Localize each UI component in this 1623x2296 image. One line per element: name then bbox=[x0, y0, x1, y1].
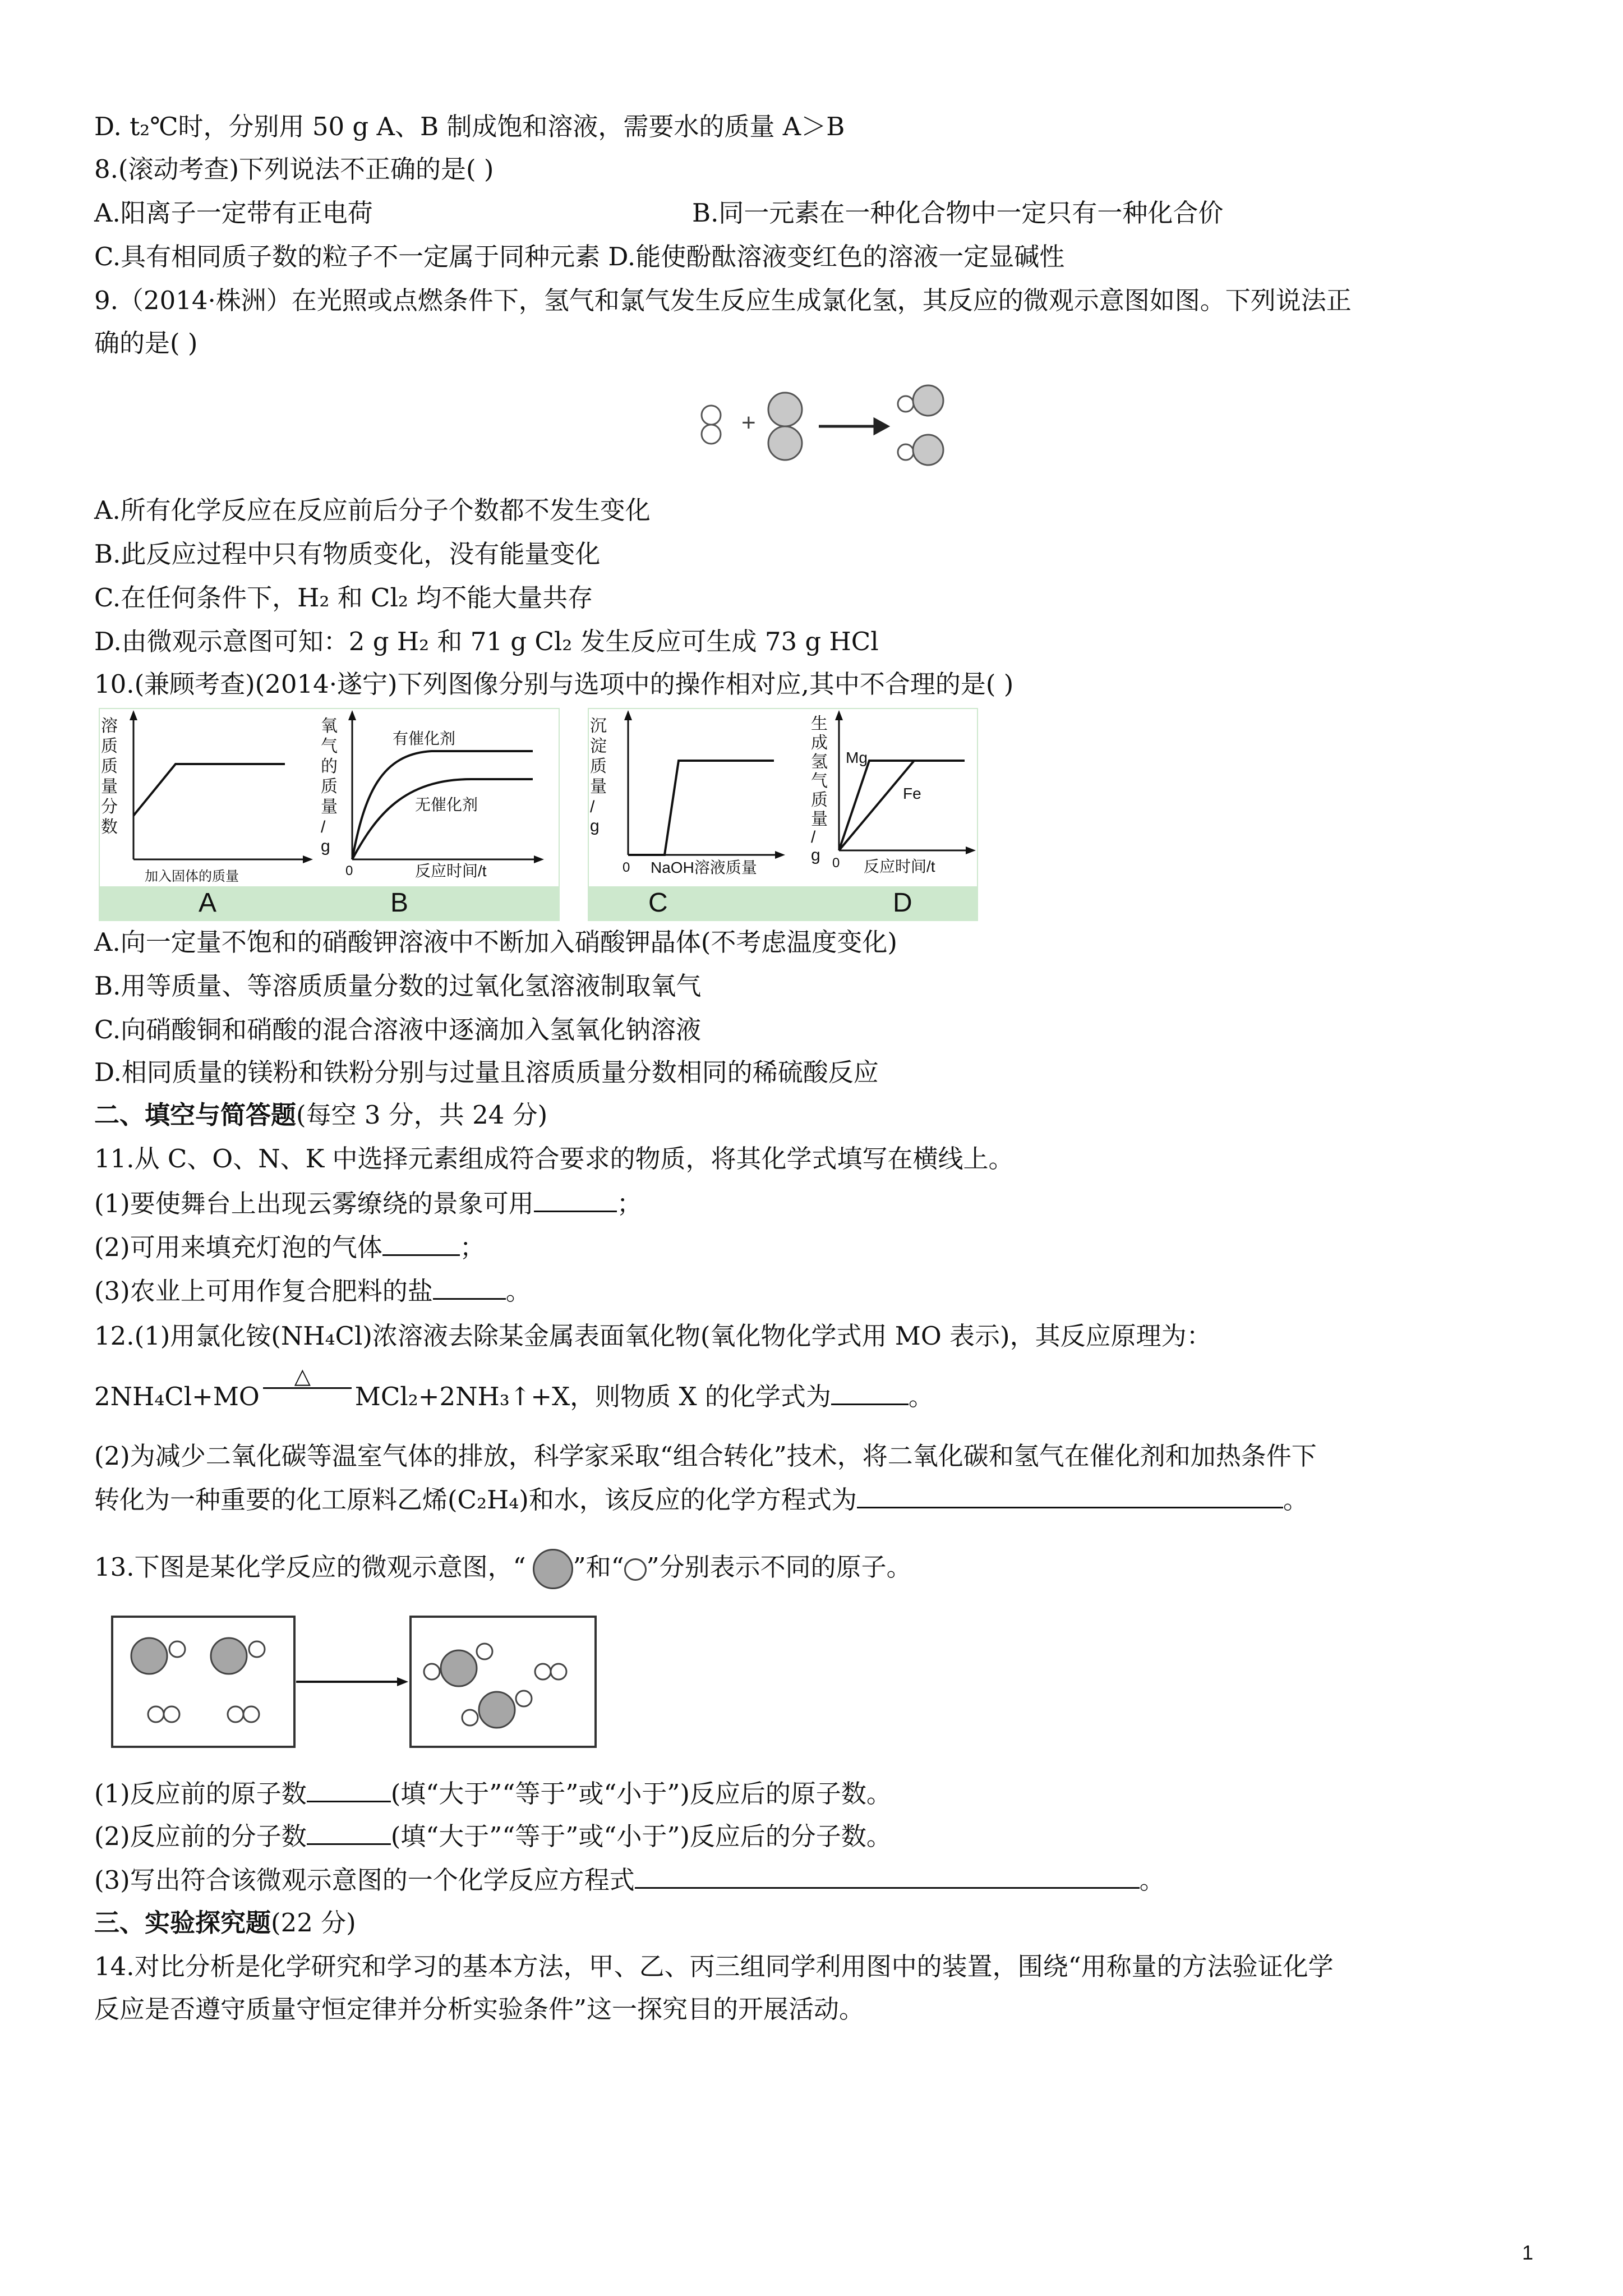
q13-part2-tail: (填“大于”“等于”或“小于”)反应后的分子数。 bbox=[390, 1821, 892, 1851]
q12-line1: 12.(1)用氯化铵(NH₄Cl)浓溶液去除某金属表面氧化物(氧化物化学式用 MO 表示)，其反应原理为： bbox=[94, 1321, 1212, 1351]
chart-b-series-nocatalyst bbox=[352, 779, 533, 859]
chart-a-ylabel: 溶质质量分数 bbox=[101, 717, 118, 836]
q10-option-b: B.用等质量、等溶质质量分数的过氧化氢溶液制取氧气 bbox=[94, 971, 702, 1001]
section-2-heading bbox=[94, 1098, 547, 1132]
chart-c-origin: 0 bbox=[623, 860, 630, 875]
q9-option-c: C.在任何条件下，H₂ 和 Cl₂ 均不能大量共存 bbox=[94, 583, 593, 613]
chart-d-series-label-fe: Fe bbox=[903, 785, 921, 802]
q12-heat-arrow bbox=[260, 1364, 355, 1405]
q13-stem bbox=[94, 1550, 912, 1584]
before-box bbox=[112, 1617, 294, 1747]
small-atom-icon bbox=[624, 1558, 647, 1581]
chart-c-ylabel: 沉淀质量/ g bbox=[590, 717, 607, 835]
q13-blank-2[interactable] bbox=[307, 1819, 391, 1845]
q12-blank-2[interactable] bbox=[857, 1482, 1283, 1508]
q14-line1: 14.对比分析是化学研究和学习的基本方法，甲、乙、丙三组同学利用图中的装置，围绕“用称量的方法验证化学 bbox=[94, 1952, 1334, 1981]
q13-stem-b: ”和“ bbox=[573, 1552, 624, 1582]
q12-equation bbox=[94, 1364, 934, 1414]
q11-part1 bbox=[94, 1186, 642, 1221]
q13-reaction-diagram bbox=[111, 1616, 599, 1750]
q13-part2 bbox=[94, 1819, 892, 1853]
q13-part1-tail: (填“大于”“等于”或“小于”)反应后的原子数。 bbox=[390, 1779, 892, 1809]
q9-plus: + bbox=[741, 409, 756, 436]
page-number: 1 bbox=[1521, 2241, 1533, 2264]
q12-eq-right: MCl₂+2NH₃↑+X，则物质 X 的化学式为 bbox=[354, 1382, 831, 1411]
q12-blank-1[interactable] bbox=[831, 1379, 909, 1405]
q12-eq-end: 。 bbox=[908, 1382, 934, 1411]
chart-b-ylabel: 氧气的质量/ g bbox=[321, 717, 338, 855]
chart-c-xlabel: NaOH溶液质量 bbox=[651, 859, 757, 876]
chart-c-line bbox=[628, 761, 774, 855]
q11-part3-end: 。 bbox=[505, 1276, 531, 1306]
q12-line4 bbox=[94, 1482, 1308, 1517]
q12-line4-text: 转化为一种重要的化工原料乙烯(C₂H₄)和水，该反应的化学方程式为 bbox=[94, 1485, 857, 1515]
q10-chart-d bbox=[785, 709, 976, 886]
chart-b-origin: 0 bbox=[345, 863, 353, 878]
q11-part3 bbox=[94, 1273, 531, 1308]
q11-part1-text: (1)要使舞台上出现云雾缭绕的景象可用 bbox=[94, 1189, 534, 1218]
q14-line2: 反应是否遵守质量守恒定律并分析实验条件”这一探究目的开展活动。 bbox=[94, 1994, 865, 2024]
q10-option-a: A.向一定量不饱和的硝酸钾溶液中不断加入硝酸钾晶体(不考虑温度变化) bbox=[94, 927, 897, 957]
q8-option-b: B.同一元素在一种化合物中一定只有一种化合价 bbox=[692, 198, 1224, 228]
q13-part3 bbox=[94, 1862, 1165, 1897]
hcl-molecule-2 bbox=[898, 435, 943, 465]
q13-stem-a: 13.下图是某化学反应的微观示意图，“ bbox=[94, 1552, 526, 1582]
q12-line4-end: 。 bbox=[1283, 1485, 1308, 1515]
q13-stem-c: ”分别表示不同的原子。 bbox=[646, 1552, 912, 1582]
q10-stem: 10.(兼顾考查)(2014·遂宁)下列图像分别与选项中的操作相对应,其中不合理的是( ) bbox=[94, 669, 1014, 699]
q10-ab-label-strip bbox=[99, 886, 560, 921]
chart-a-line bbox=[133, 764, 285, 816]
chart-c-letter: C bbox=[648, 888, 668, 918]
q9-option-b: B.此反应过程中只有物质变化，没有能量变化 bbox=[94, 539, 601, 569]
chart-a-xlabel: 加入固体的质量 bbox=[145, 869, 239, 884]
q13-part3-end: 。 bbox=[1139, 1865, 1165, 1895]
q11-part2-text: (2)可用来填充灯泡的气体 bbox=[94, 1232, 382, 1262]
q8-option-c-d: C.具有相同质子数的粒子不一定属于同种元素 D.能使酚酞溶液变红色的溶液一定显碱性 bbox=[94, 242, 1065, 272]
chart-d-series-fe bbox=[839, 761, 914, 850]
q12-eq-left: 2NH₄Cl+MO bbox=[94, 1382, 260, 1411]
q9-stem-line1: 9.（2014·株洲）在光照或点燃条件下，氢气和氯气发生反应生成氯化氢，其反应的微观示意图如图。下列说法正 bbox=[94, 286, 1352, 315]
chart-d-letter: D bbox=[893, 888, 912, 918]
hcl-molecule-1 bbox=[898, 385, 943, 416]
chart-a-letter: A bbox=[199, 888, 217, 918]
section-2-title: 二、填空与简答题 bbox=[94, 1100, 297, 1130]
q13-part1-text: (1)反应前的原子数 bbox=[94, 1779, 307, 1809]
heat-triangle-icon: △ bbox=[294, 1364, 311, 1388]
q9-stem-line2: 确的是( ) bbox=[94, 328, 198, 358]
q12-line3: (2)为减少二氧化碳等温室气体的排放，科学家采取“组合转化”技术，将二氧化碳和氢气在催化剂和加热条件下 bbox=[94, 1441, 1317, 1471]
q7-option-d: D. t₂℃时，分别用 50 g A、B 制成饱和溶液，需要水的质量 A＞B bbox=[94, 112, 845, 141]
section-3-heading bbox=[94, 1906, 356, 1940]
chart-b-letter: B bbox=[390, 888, 409, 918]
q10-option-c: C.向硝酸铜和硝酸的混合溶液中逐滴加入氢氧化钠溶液 bbox=[94, 1015, 702, 1045]
q11-blank-2[interactable] bbox=[382, 1230, 460, 1256]
reaction-arrow bbox=[296, 1677, 408, 1686]
section-2-note: (每空 3 分，共 24 分) bbox=[296, 1100, 548, 1130]
cl2-molecule bbox=[768, 393, 802, 460]
reaction-arrow bbox=[819, 420, 887, 433]
q10-chart-a bbox=[100, 709, 324, 886]
q13-blank-1[interactable] bbox=[307, 1776, 391, 1802]
h2-molecule bbox=[702, 406, 721, 444]
chart-b-series-label-2: 无催化剂 bbox=[415, 796, 478, 813]
section-3-note: (22 分) bbox=[271, 1908, 356, 1938]
q11-part2-end: ； bbox=[459, 1232, 485, 1262]
q9-molecule-diagram bbox=[690, 375, 965, 481]
q10-chart-b bbox=[320, 709, 555, 886]
q10-option-d: D.相同质量的镁粉和铁粉分别与过量且溶质质量分数相同的稀硫酸反应 bbox=[94, 1057, 879, 1087]
q11-blank-1[interactable] bbox=[534, 1186, 617, 1212]
q9-option-d: D.由微观示意图可知：2 g H₂ 和 71 g Cl₂ 发生反应可生成 73 g HCl bbox=[94, 627, 879, 656]
q11-blank-3[interactable] bbox=[433, 1273, 506, 1300]
chart-d-series-label-mg: Mg bbox=[846, 749, 868, 766]
chart-b-xlabel: 反应时间/t bbox=[415, 862, 487, 880]
q10-chart-c bbox=[589, 709, 791, 886]
q9-option-a: A.所有化学反应在反应前后分子个数都不发生变化 bbox=[94, 495, 651, 525]
q11-part2 bbox=[94, 1230, 485, 1264]
chart-d-xlabel: 反应时间/t bbox=[864, 858, 935, 875]
q13-part3-text: (3)写出符合该微观示意图的一个化学反应方程式 bbox=[94, 1865, 635, 1895]
chart-d-origin: 0 bbox=[832, 855, 840, 871]
q8-option-a: A.阳离子一定带有正电荷 bbox=[94, 198, 373, 228]
q10-cd-label-strip bbox=[588, 886, 978, 921]
q13-part2-text: (2)反应前的分子数 bbox=[94, 1821, 307, 1851]
large-atom-icon bbox=[526, 1556, 573, 1584]
chart-b-series-label-1: 有催化剂 bbox=[393, 730, 456, 747]
q13-part1 bbox=[94, 1776, 892, 1811]
q11-part1-end: ； bbox=[616, 1189, 642, 1218]
q8-stem: 8.(滚动考查)下列说法不正确的是( ) bbox=[94, 154, 494, 184]
q11-part3-text: (3)农业上可用作复合肥料的盐 bbox=[94, 1276, 433, 1306]
q13-blank-3[interactable] bbox=[635, 1862, 1140, 1889]
section-3-title: 三、实验探究题 bbox=[94, 1908, 271, 1938]
chart-d-ylabel: 生成氢气质量/ g bbox=[811, 715, 828, 864]
q11-stem: 11.从 C、O、N、K 中选择元素组成符合要求的物质，将其化学式填写在横线上。 bbox=[94, 1144, 1014, 1174]
